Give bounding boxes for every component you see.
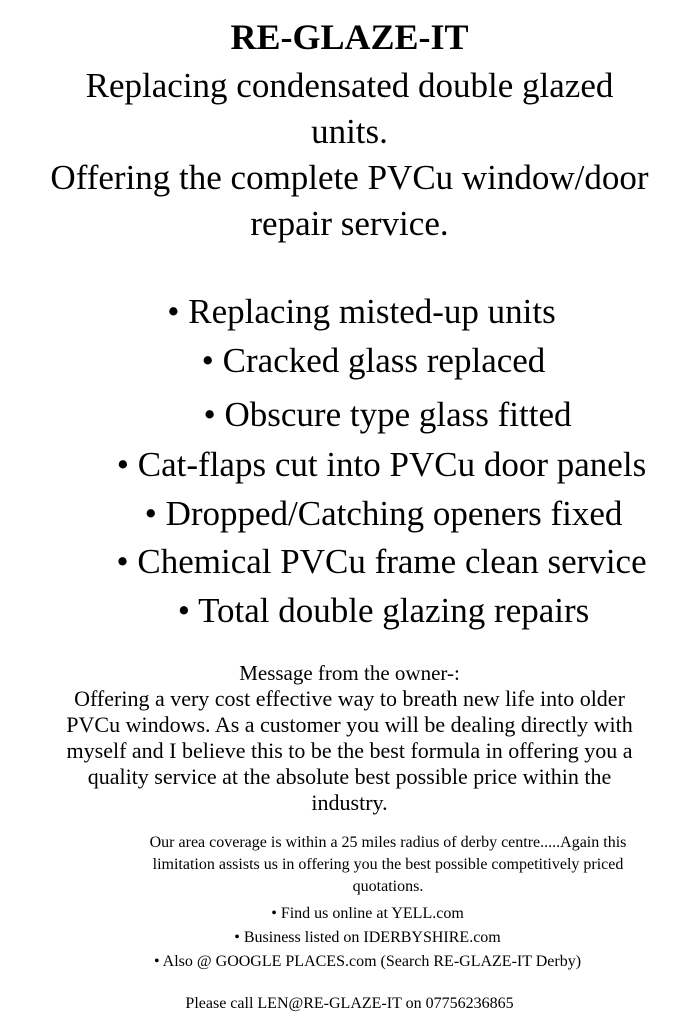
owner-message — [0, 686, 699, 816]
service-item: • Cat-flaps cut into PVCu door panels — [116, 445, 647, 484]
contact-call-line: Please call LEN@RE-GLAZE-IT on 07756236865 — [185, 995, 514, 1012]
service-item: • Chemical PVCu frame clean service — [116, 542, 647, 581]
info-item-iderbyshire: • Business listed on IDERBYSHIRE.com — [234, 929, 501, 946]
owner-message-heading: Message from the owner-: — [239, 661, 460, 685]
company-title: RE-GLAZE-IT — [230, 17, 469, 57]
info-item-google-places: • Also @ GOOGLE PLACES.com (Search RE-GLAZE-IT Derby) — [153, 953, 582, 970]
coverage-line: quotations. — [352, 878, 424, 895]
service-item: • Replacing misted-up units — [167, 292, 556, 331]
service-item: • Obscure type glass fitted — [203, 395, 572, 434]
owner-message-line: PVCu windows. As a customer you will be dealing directly with — [66, 712, 633, 737]
owner-message-line: industry. — [311, 790, 388, 815]
owner-message-line: quality service at the absolute best possible price within the — [87, 764, 612, 789]
intro-text — [0, 63, 699, 247]
service-item: • Cracked glass replaced — [201, 341, 546, 380]
intro-line: Replacing condensated double glazed — [85, 66, 614, 105]
service-item: • Dropped/Catching openers fixed — [144, 494, 623, 533]
coverage-line: limitation assists us in offering you the best possible competitively priced — [152, 856, 624, 873]
intro-line: units. — [311, 112, 388, 151]
intro-line: repair service. — [250, 204, 449, 243]
coverage-line: Our area coverage is within a 25 miles radius of derby centre.....Again this — [149, 834, 627, 851]
service-item: • Total double glazing repairs — [177, 591, 590, 630]
info-item-yell: • Find us online at YELL.com — [271, 905, 464, 922]
owner-message-line: myself and I believe this to be the best formula in offering you a — [66, 738, 633, 763]
coverage-note — [88, 832, 688, 898]
owner-message-line: Offering a very cost effective way to breath new life into older — [74, 686, 625, 711]
intro-line: Offering the complete PVCu window/door — [50, 158, 649, 197]
